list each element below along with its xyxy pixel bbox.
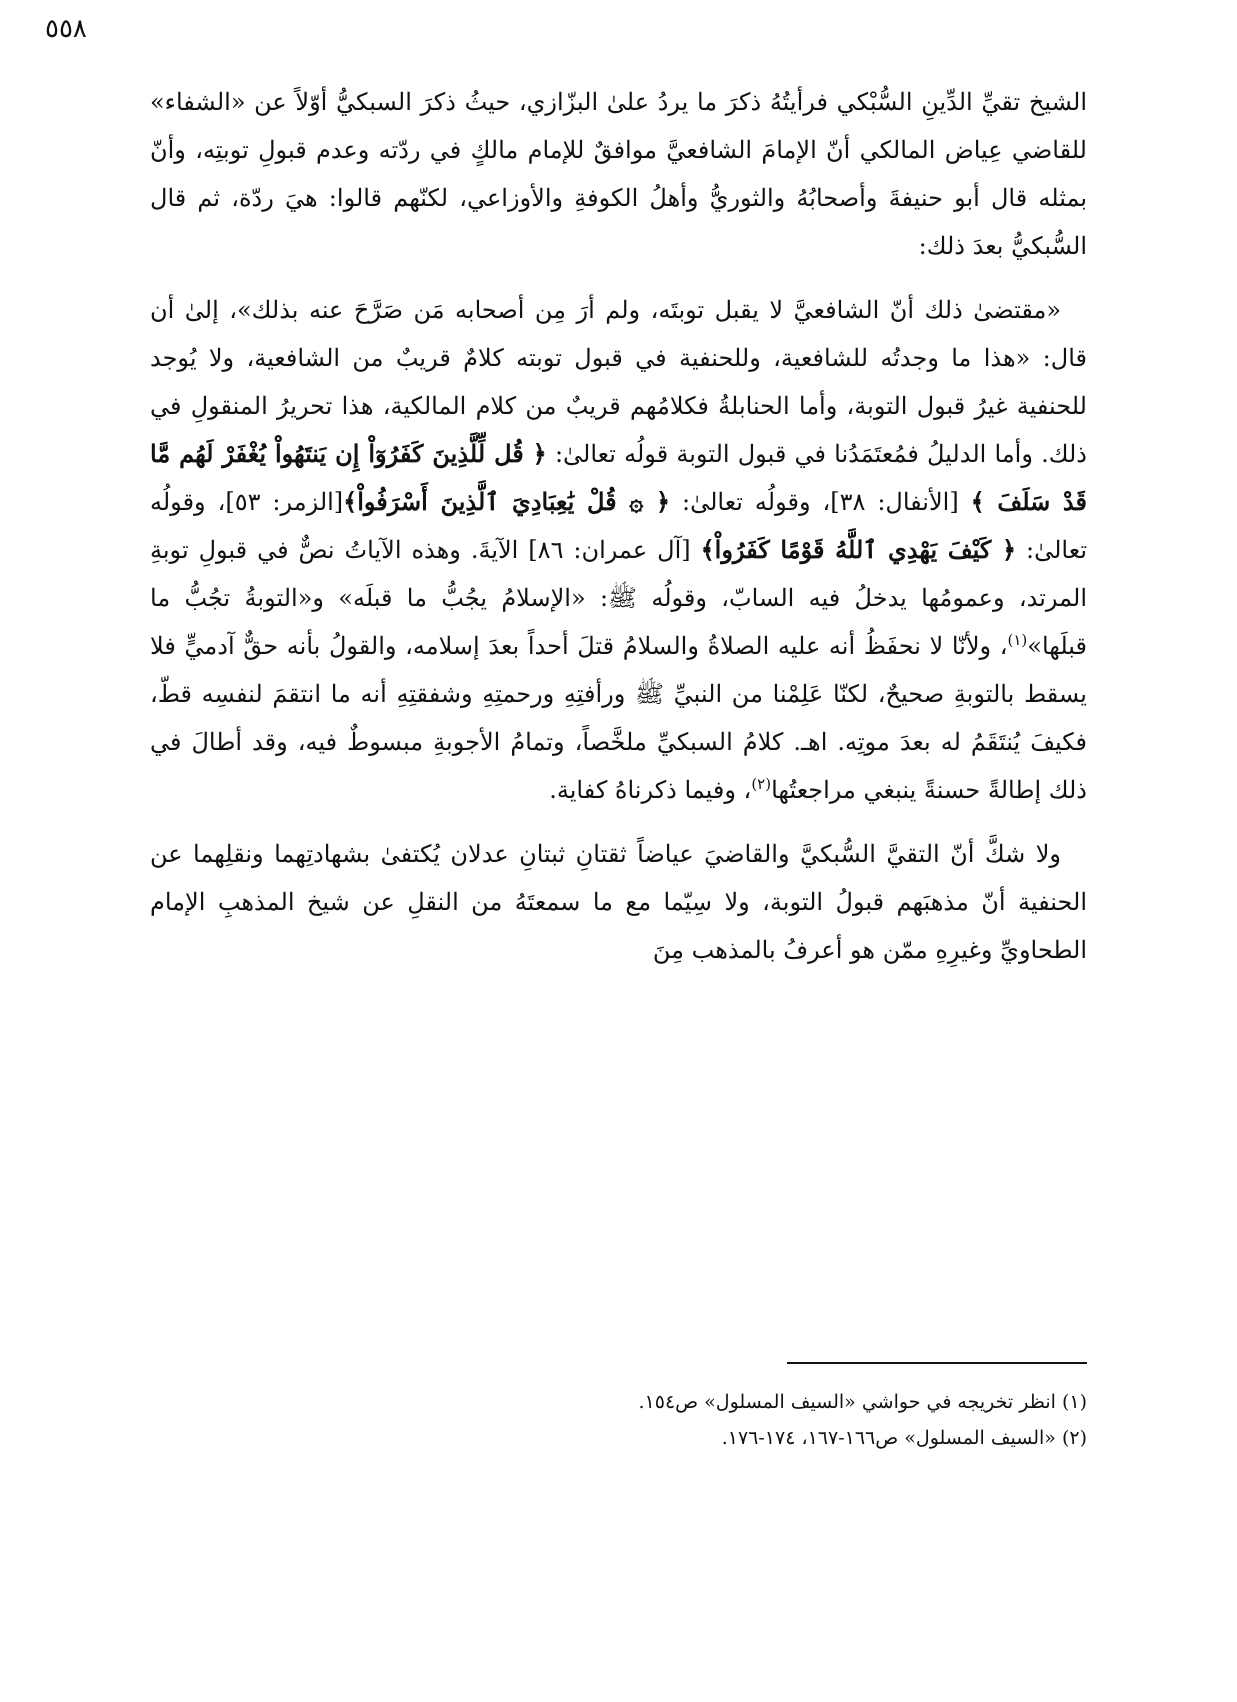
footnote-ref-1[interactable]: (١) (1007, 631, 1028, 649)
paragraph-2-part-6: ، وفيما ذكرناهُ كفاية. (549, 776, 752, 804)
footnote-2 (150, 1420, 1087, 1456)
quran-verse-al-imran: ﴿ كَيْفَ يَهْدِي ٱللَّهُ قَوْمًا كَفَرُواْ﴾ (700, 535, 1017, 564)
footnote-1-text: انظر تخريجه في حواشي «السيف المسلول» ص١٥٤. (638, 1391, 1056, 1413)
paragraph-1: الشيخ تقيِّ الدِّينِ السُّبْكي فرأيتُهُ ذكرَ ما يردُ علىٰ البزّازي، حيثُ ذكرَ السبكيُّ أوّلاً عن «الشفاء» للقاضي عِياض المالكي أنّ الإمامَ الشافعيَّ موافقٌ للإمام مالكٍ في ردّته وعدم قبولِ توبتِه، وأنّ بمثله قال أبو حنيفةَ وأصحابُهُ والثوريُّ وأهلُ الكوفةِ والأوزاعي، لكنّهم قالوا: هيَ ردّة، ثم قال السُّبكيُّ بعدَ ذلك: (150, 88, 1087, 260)
footnote-2-text: «السيف المسلول» ص١٦٦-١٦٧، ١٧٤-١٧٦. (721, 1427, 1056, 1449)
footnote-2-number: (٢) (1061, 1427, 1087, 1449)
quran-verse-anfal: ﴿ قُل لِّلَّذِينَ كَفَرُوٓاْ إِن يَنتَهُواْ يُغْفَرْ لَهُم مَّا قَدْ سَلَفَ ﴾ (150, 439, 1087, 516)
main-text (150, 78, 1087, 990)
paragraph-2-part-2: [الأنفال: ٣٨]، وقولُه تعالىٰ: (670, 488, 971, 516)
footnote-divider (787, 1362, 1087, 1364)
paragraph-3: ولا شكَّ أنّ التقيَّ السُّبكيَّ والقاضيَ عياضاً ثقتانِ ثبتانِ عدلان يُكتفىٰ بشهادتِهما ونقلِهما عن الحنفية أنّ مذهبَهم قبولُ التوبة، ولا سِيّما مع ما سمعتَهُ من النقلِ عن شيخ المذهبِ الإمام الطحاويِّ وغيرِهِ ممّن هو أعرفُ بالمذهب مِنَ (150, 840, 1087, 964)
footnote-1-number: (١) (1061, 1391, 1087, 1413)
page-number: ٥٥٨ (45, 14, 87, 44)
paragraph-2-part-3: [الزمر: ٥٣]، وقولُه تعالىٰ: (150, 488, 1088, 564)
paragraph-2-part-4: [آل عمران: ٨٦] الآيةَ. وهذه الآياتُ نصٌّ في قبولِ توبةِ المرتد، وعمومُها يدخلُ فيه السابّ، وقولُه ﷺ: «الإسلامُ يجُبُّ ما قبلَه» و«التوبةُ تجُبُّ ما قبلَها» (150, 536, 1087, 660)
paragraph-2-part-5: ، ولأنّا لا نحفَظُ أنه عليه الصلاةُ والسلامُ قتلَ أحداً بعدَ إسلامه، والقولُ بأنه حقٌّ آدميٍّ فلا يسقط بالتوبةِ صحيحٌ، لكنّا عَلِمْنا من النبيِّ ﷺ ورأفتِهِ ورحمتِهِ وشفقتِهِ أنه ما انتقمَ لنفسِه قطّ، فكيفَ يُنتَقَمُ له بعدَ موتِه. اهـ. كلامُ السبكيِّ ملخَّصاً، وتمامُ الأجوبةِ مبسوطٌ فيه، وقد أطالَ في ذلك إطالةً حسنةً ينبغي مراجعتُها (150, 632, 1088, 804)
footnote-ref-2[interactable]: (٢) (751, 775, 772, 793)
footnotes (150, 1384, 1087, 1456)
paragraph-2 (150, 286, 1087, 814)
paragraph-2-part-1: «مقتضىٰ ذلك أنّ الشافعيَّ لا يقبل توبتَه، ولم أرَ مِن أصحابه مَن صَرَّحَ عنه بذلك»، إلىٰ أن قال: «هذا ما وجدتُه للشافعية، وللحنفية في قبول توبته كلامٌ قريبٌ من الشافعية، ولا يُوجد للحنفية غيرُ قبول التوبة، وأما الحنابلةُ فكلامُهم قريبٌ من كلام المالكية، هذا تحريرُ المنقولِ في ذلك. وأما الدليلُ فمُعتَمَدُنا في قبول التوبة قولُه تعالىٰ: (150, 296, 1087, 468)
footnote-1 (150, 1384, 1087, 1420)
quran-verse-zumar: ﴿ ۞ قُلْ يَٰعِبَادِيَ ٱلَّذِينَ أَسْرَفُواْ﴾ (343, 487, 671, 516)
